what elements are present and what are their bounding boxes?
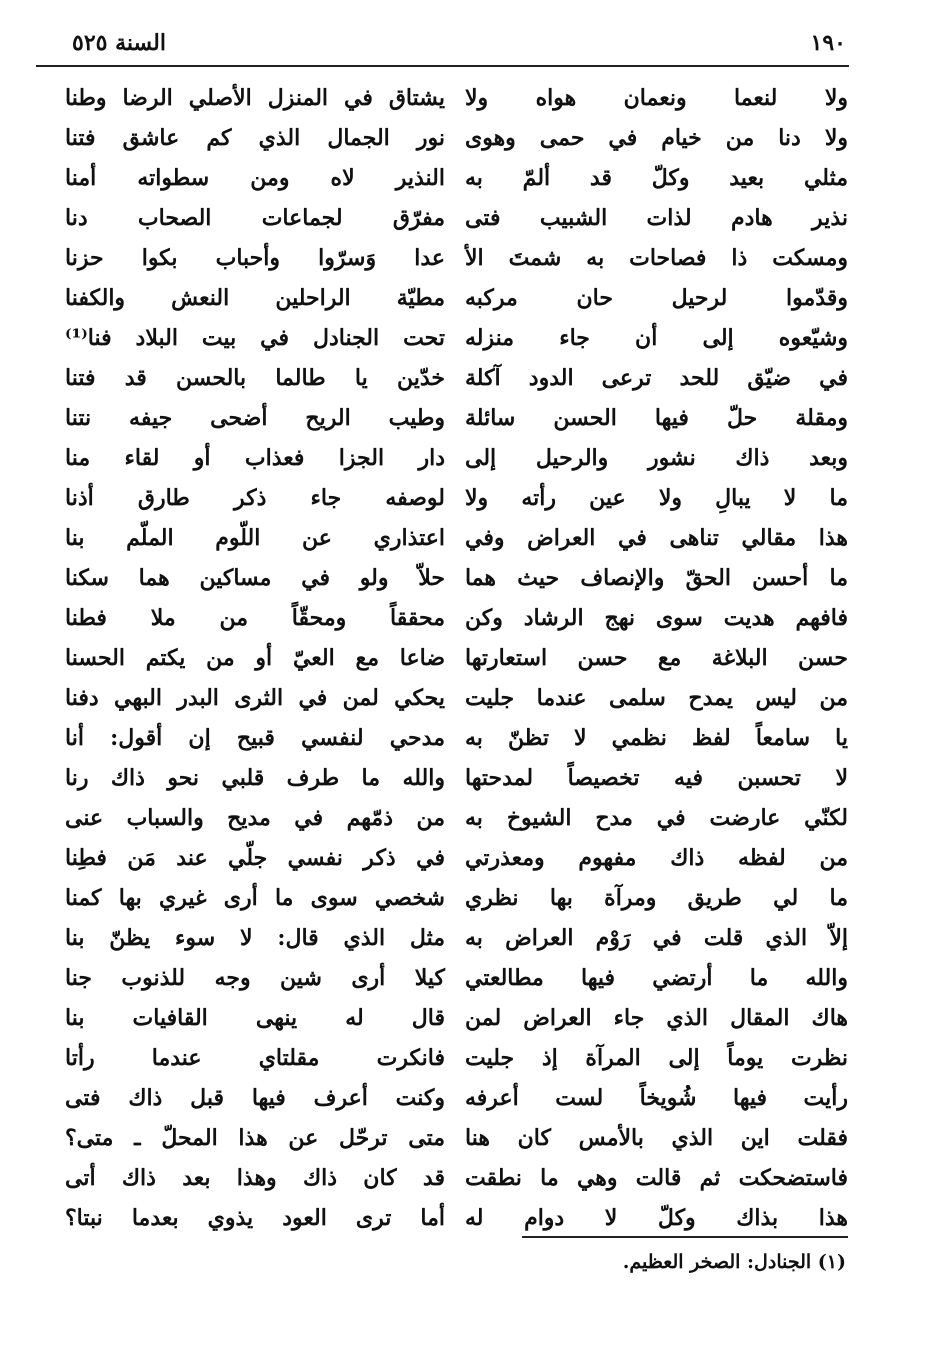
verse-line: نذير هادم لذات الشبيب فتى xyxy=(465,205,848,231)
poem-column-right xyxy=(465,78,848,1238)
verse-line: شخصي سوى ما أرى غيري بها كمنا xyxy=(65,885,445,911)
verse-line: من لفظه ذاك مفهوم ومعذرتي xyxy=(465,845,848,871)
verse-line: مطيّة الراحلين النعش والكفنا xyxy=(65,285,445,311)
verse-line: والله ما طرف قلبي نحو ذاك رنا xyxy=(65,765,445,791)
verse-line: مثل الذي قال: لا سوء يظنّ بنا xyxy=(65,925,445,951)
verse-line: حلاّ ولو في مساكين هما سكنا xyxy=(65,565,445,591)
verse-line: نظرت يوماً إلى المرآة إذ جليت xyxy=(465,1045,848,1071)
verse-line: متى ترحّل عن هذا المحلّ ـ متى؟ xyxy=(65,1125,445,1151)
verse-line: هذا بذاك وكلّ لا دوام له xyxy=(465,1205,848,1231)
verse-line: كيلا أرى شين وجه للذنوب جنا xyxy=(65,965,445,991)
verse-line: لا تحسبن فيه تخصيصاً لمدحتها xyxy=(465,765,848,791)
verse-line: في ضيّق للحد ترعى الدود آكلة xyxy=(465,365,848,391)
verse-line: فافهم هديت سوى نهج الرشاد وكن xyxy=(465,605,848,631)
verse-line: وطيب الريح أضحى جيفه نتنا xyxy=(65,405,445,431)
verse-line: ومسكت ذا فصاحات به شمتَ الأ xyxy=(465,245,848,271)
verse-line: اعتذاري عن اللّوم الملّم بنا xyxy=(65,525,445,551)
verse-line: نور الجمال الذي كم عاشق فتنا xyxy=(65,125,445,151)
verse-line: وبعد ذاك نشور والرحيل إلى xyxy=(465,445,848,471)
verse-line: فقلت اين الذي بالأمس كان هنا xyxy=(465,1125,848,1151)
verse-line: يشتاق في المنزل الأصلي الرضا وطنا xyxy=(65,85,445,111)
verse-line: مثلي بعيد وكلّ قد ألمّ به xyxy=(465,165,848,191)
verse-line: تحت الجنادل في بيت البلاد فنا⁽¹⁾ xyxy=(65,325,445,351)
verse-line: وقدّموا لرحيل حان مركبه xyxy=(465,285,848,311)
footnote: (١) الجنادل: الصخر العظيم. xyxy=(622,1251,846,1273)
verse-line: رأيت فيها شُويخاً لست أعرفه xyxy=(465,1085,848,1111)
verse-line: في ذكر نفسي جلّي عند مَن فطِنا xyxy=(65,845,445,871)
verse-line: ما لي طريق ومرآة بها نظري xyxy=(465,885,848,911)
verse-line: من ذمّهم في مديح والسباب عنى xyxy=(65,805,445,831)
verse-line: دار الجزا فعذاب أو لقاء منا xyxy=(65,445,445,471)
verse-line: يا سامعاً لفظ نظمي لا تظنّ به xyxy=(465,725,848,751)
verse-line: من ليس يمدح سلمى عندما جليت xyxy=(465,685,848,711)
verse-line: إلاّ الذي قلت في رَوْم العراض به xyxy=(465,925,848,951)
verse-line: هاك المقال الذي جاء العراض لمن xyxy=(465,1005,848,1031)
verse-line: خدّين يا طالما بالحسن قد فتنا xyxy=(65,365,445,391)
footnote-rule xyxy=(522,1236,848,1238)
poem-column-left xyxy=(65,78,445,1238)
verse-line: النذير لاه ومن سطواته أمنا xyxy=(65,165,445,191)
verse-line: مدحي لنفسي قبيح إن أقول: أنا xyxy=(65,725,445,751)
verse-line: وكنت أعرف فيها قبل ذاك فتى xyxy=(65,1085,445,1111)
verse-line: ضاعا مع العيّ أو من يكتم الحسنا xyxy=(65,645,445,671)
verse-line: لكنّي عارضت في مدح الشيوخ به xyxy=(465,805,848,831)
verse-line: لوصفه جاء ذكر طارق أذنا xyxy=(65,485,445,511)
verse-line: محققاً ومحقّاً من ملا فطنا xyxy=(65,605,445,631)
verse-line: فانكرت مقلتاي عندما رأتا xyxy=(65,1045,445,1071)
header-rule xyxy=(36,65,849,67)
verse-line: حسن البلاغة مع حسن استعارتها xyxy=(465,645,848,671)
verse-line: قال له ينهى القافيات بنا xyxy=(65,1005,445,1031)
verse-line: وشيّعوه إلى أن جاء منزله xyxy=(465,325,848,351)
verse-line: ومقلة حلّ فيها الحسن سائلة xyxy=(465,405,848,431)
verse-line: فاستضحكت ثم قالت وهي ما نطقت xyxy=(465,1165,848,1191)
verse-line: والله ما أرتضي فيها مطالعتي xyxy=(465,965,848,991)
verse-line: ولا لنعما ونعمان هواه ولا xyxy=(465,85,848,111)
verse-line: ولا دنا من خيام في حمى وهوى xyxy=(465,125,848,151)
verse-line: هذا مقالي تناهى في العراض وفي xyxy=(465,525,848,551)
verse-line: أما ترى العود يذوي بعدما نبتا؟ xyxy=(65,1205,445,1231)
verse-line: عدا وَسرّوا وأحباب بكوا حزنا xyxy=(65,245,445,271)
verse-line: ما أحسن الحقّ والإنصاف حيث هما xyxy=(465,565,848,591)
verse-line: مفرّق لجماعات الصحاب دنا xyxy=(65,205,445,231)
verse-line: ما لا يبالِ ولا عين رأته ولا xyxy=(465,485,848,511)
running-title: السنة ٥٢٥ xyxy=(72,30,166,56)
verse-line: يحكي لمن في الثرى البدر البهي دفنا xyxy=(65,685,445,711)
verse-line: قد كان ذاك وهذا بعد ذاك أتى xyxy=(65,1165,445,1191)
page-number: ١٩٠ xyxy=(810,30,846,56)
